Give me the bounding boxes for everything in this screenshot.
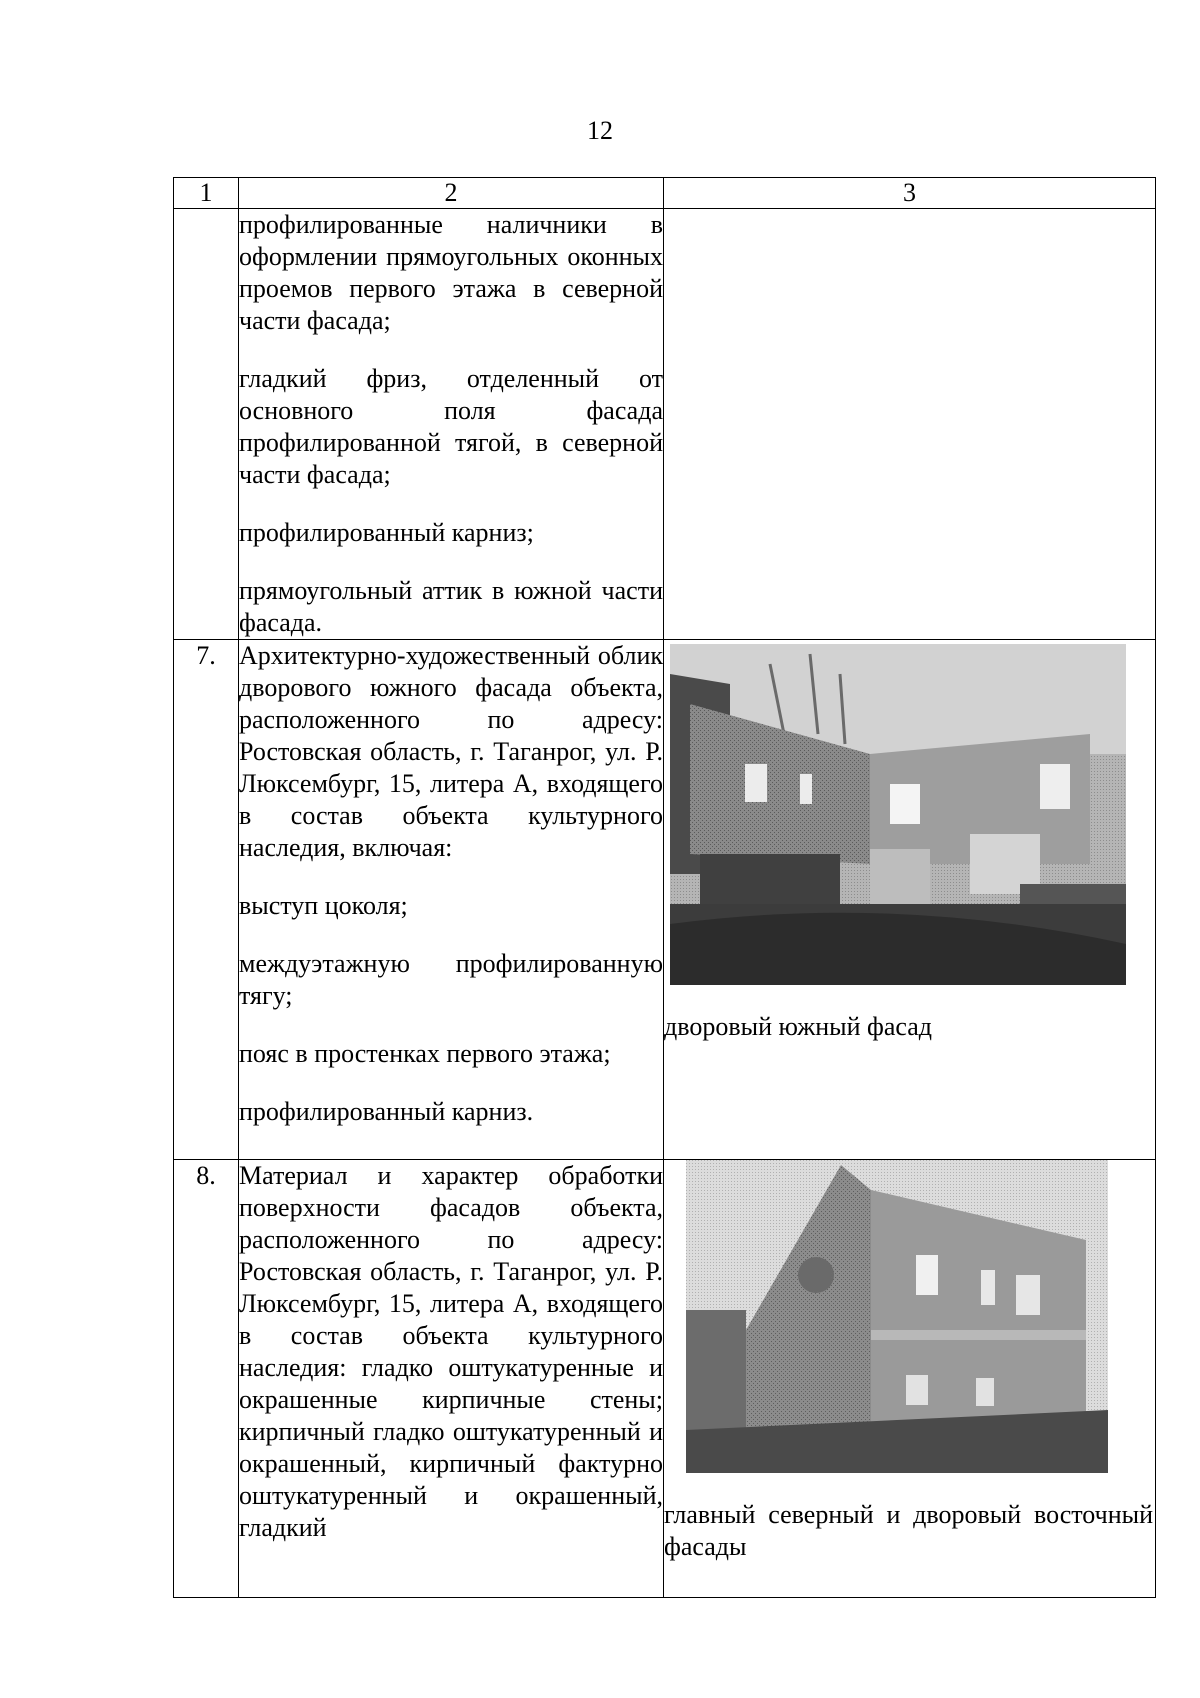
header-col-3: 3 [664, 178, 1156, 209]
row-number: 8. [174, 1160, 239, 1598]
paragraph: профилированные наличники в оформлении прямоугольных оконных проемов первого этажа в северной части фасада; [239, 210, 663, 335]
paragraph: прямоугольный аттик в южной части фасада. [239, 576, 663, 637]
row-number: 7. [174, 640, 239, 1160]
paragraph: профилированный карниз; [239, 518, 534, 547]
north-east-facades-photo [686, 1160, 1108, 1473]
row-number [174, 209, 239, 640]
paragraph: междуэтажную профилированную тягу; [239, 949, 663, 1010]
row-photo-cell [664, 209, 1156, 640]
page-number: 12 [587, 116, 613, 145]
row-description [239, 1160, 664, 1598]
photo-caption: дворовый южный фасад [664, 1012, 933, 1041]
photo-caption: главный северный и дворовый восточный фасады [664, 1500, 1153, 1561]
south-facade-photo [670, 644, 1126, 985]
paragraph: пояс в простенках первого этажа; [239, 1039, 611, 1068]
paragraph: выступ цоколя; [239, 891, 408, 920]
paragraph: гладкий фриз, отделенный от основного поля фасада профилированной тягой, в северной части фасада; [239, 364, 663, 489]
row-photo-cell [664, 640, 1156, 1160]
heritage-table [173, 177, 1156, 1598]
table-row [174, 209, 1156, 640]
paragraph: Материал и характер обработки поверхности фасадов объекта, расположенного по адресу: Ростовская область, г. Таганрог, ул. Р. Люксембург, 15, литера А, входящего в состав объекта культурного наследия: гладко оштукатуренные и окрашенные кирпичные стены; кирпичный гладко оштукатуренный и окрашенный, кирпичный фактурно оштукатуренный и окрашенный, гладкий [239, 1161, 663, 1542]
paragraph: Архитектурно-художественный облик дворового южного фасада объекта, расположенного по адресу: Ростовская область, г. Таганрог, ул. Р. Люксембург, 15, литера А, входящего в состав объекта культурного наследия, включая: [239, 641, 663, 862]
paragraph: профилированный карниз. [239, 1097, 534, 1126]
table-row [174, 640, 1156, 1160]
table-header-row [174, 178, 1156, 209]
table-row [174, 1160, 1156, 1598]
row-description [239, 640, 664, 1160]
header-col-2: 2 [239, 178, 664, 209]
header-col-1: 1 [174, 178, 239, 209]
row-photo-cell [664, 1160, 1156, 1598]
row-description [239, 209, 664, 640]
